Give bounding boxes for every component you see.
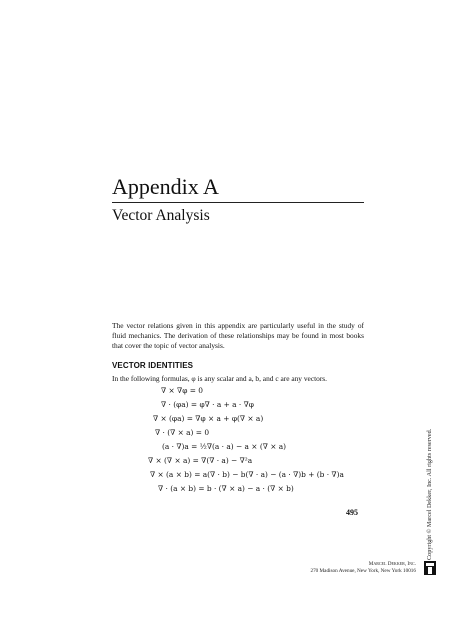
copyright-notice: Copyright © Marcel Dekker, Inc. All rights reserved. (426, 428, 433, 560)
identity-3: ∇ × (φa) = ∇φ × a + φ(∇ × a) (153, 414, 264, 423)
section-lead: In the following formulas, φ is any scalar and a, b, and c are any vectors. (112, 374, 328, 383)
identity-1: ∇ × ∇φ = 0 (161, 386, 203, 395)
chapter-title: Appendix A (112, 174, 364, 203)
publisher-imprint (310, 561, 416, 575)
publisher-name: Marcel Dekker, Inc. (368, 561, 416, 567)
identity-2: ∇ · (φa) = φ∇ · a + a · ∇φ (161, 400, 254, 409)
identity-4: ∇ · (∇ × a) = 0 (155, 428, 210, 437)
page-number: 495 (346, 508, 358, 517)
identity-8: ∇ · (a × b) = b · (∇ × a) − a · (∇ × b) (158, 484, 294, 493)
identity-7: ∇ × (a × b) = a(∇ · b) − b(∇ · a) − (a · ∇)b + (b · ∇)a (150, 470, 344, 479)
section-heading: VECTOR IDENTITIES (112, 361, 194, 370)
chapter-subtitle: Vector Analysis (112, 207, 210, 224)
intro-paragraph: The vector relations given in this appendix are particularly useful in the study of fluid mechanics. The derivation of these relationships may be found in most books that cover the topic of vector analysis. (112, 321, 364, 350)
publisher-logo-icon (423, 560, 437, 576)
identity-5: (a · ∇)a = ½∇(a · a) − a × (∇ × a) (162, 442, 287, 451)
identity-6: ∇ × (∇ × a) = ∇(∇ · a) − ∇²a (148, 456, 253, 465)
publisher-address: 270 Madison Avenue, New York, New York 10016 (310, 568, 416, 574)
